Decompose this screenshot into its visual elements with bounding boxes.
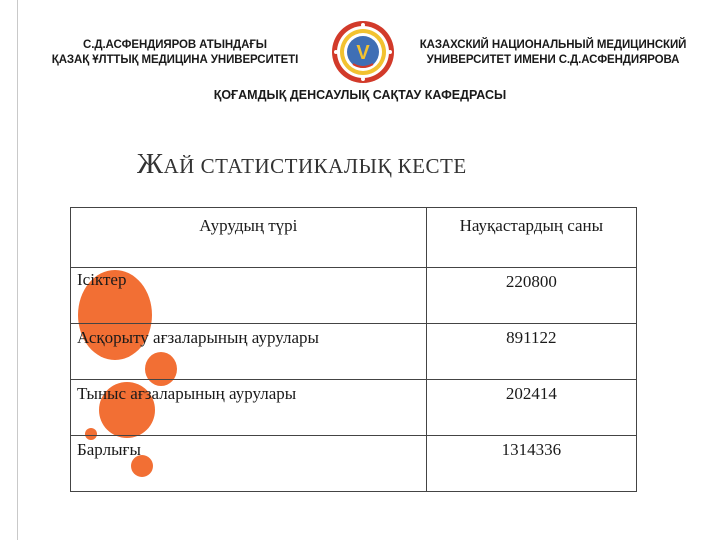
university-emblem-icon [331,20,395,84]
column-header-disease-type: Аурудың түрі [71,208,427,268]
table-row-total [71,436,637,492]
university-name-kazakh-line1: С.Д.АСФЕНДИЯРОВ АТЫНДАҒЫ [83,39,267,51]
row-label: Барлығы [71,436,427,492]
statistics-table [70,207,637,492]
university-name-russian [408,38,698,68]
university-name-russian-line1: КАЗАХСКИЙ НАЦИОНАЛЬНЫЙ МЕДИЦИНСКИЙ [419,39,687,51]
university-name-russian-line2: УНИВЕРСИТЕТ ИМЕНИ С.Д.АСФЕНДИЯРОВА [426,54,680,66]
table-header-row [71,208,637,268]
emblem-letter: V [356,42,370,64]
table-row [71,268,637,324]
column-header-patient-count: Науқастардың саны [426,208,636,268]
left-rule [17,0,18,540]
row-label: Ісіктер [71,268,427,324]
table-row [71,324,637,380]
table-row [71,380,637,436]
row-value: 220800 [426,268,636,324]
university-name-kazakh [40,38,310,68]
department-title: ҚОҒАМДЫҚ ДЕНСАУЛЫҚ САҚТАУ КАФЕДРАСЫ [213,88,507,102]
university-name-kazakh-line2: ҚАЗАҚ ҰЛТТЫҚ МЕДИЦИНА УНИВЕРСИТЕТІ [51,54,299,66]
page-title-first-letter: Ж [137,148,164,180]
row-value: 1314336 [426,436,636,492]
row-label: Тыныс ағзаларының аурулары [71,380,427,436]
page-title-rest: АЙ СТАТИСТИКАЛЫҚ КЕСТЕ [163,154,467,178]
row-value: 891122 [426,324,636,380]
page-title [137,148,467,181]
row-label: Асқорыту ағзаларының аурулары [71,324,427,380]
row-value: 202414 [426,380,636,436]
